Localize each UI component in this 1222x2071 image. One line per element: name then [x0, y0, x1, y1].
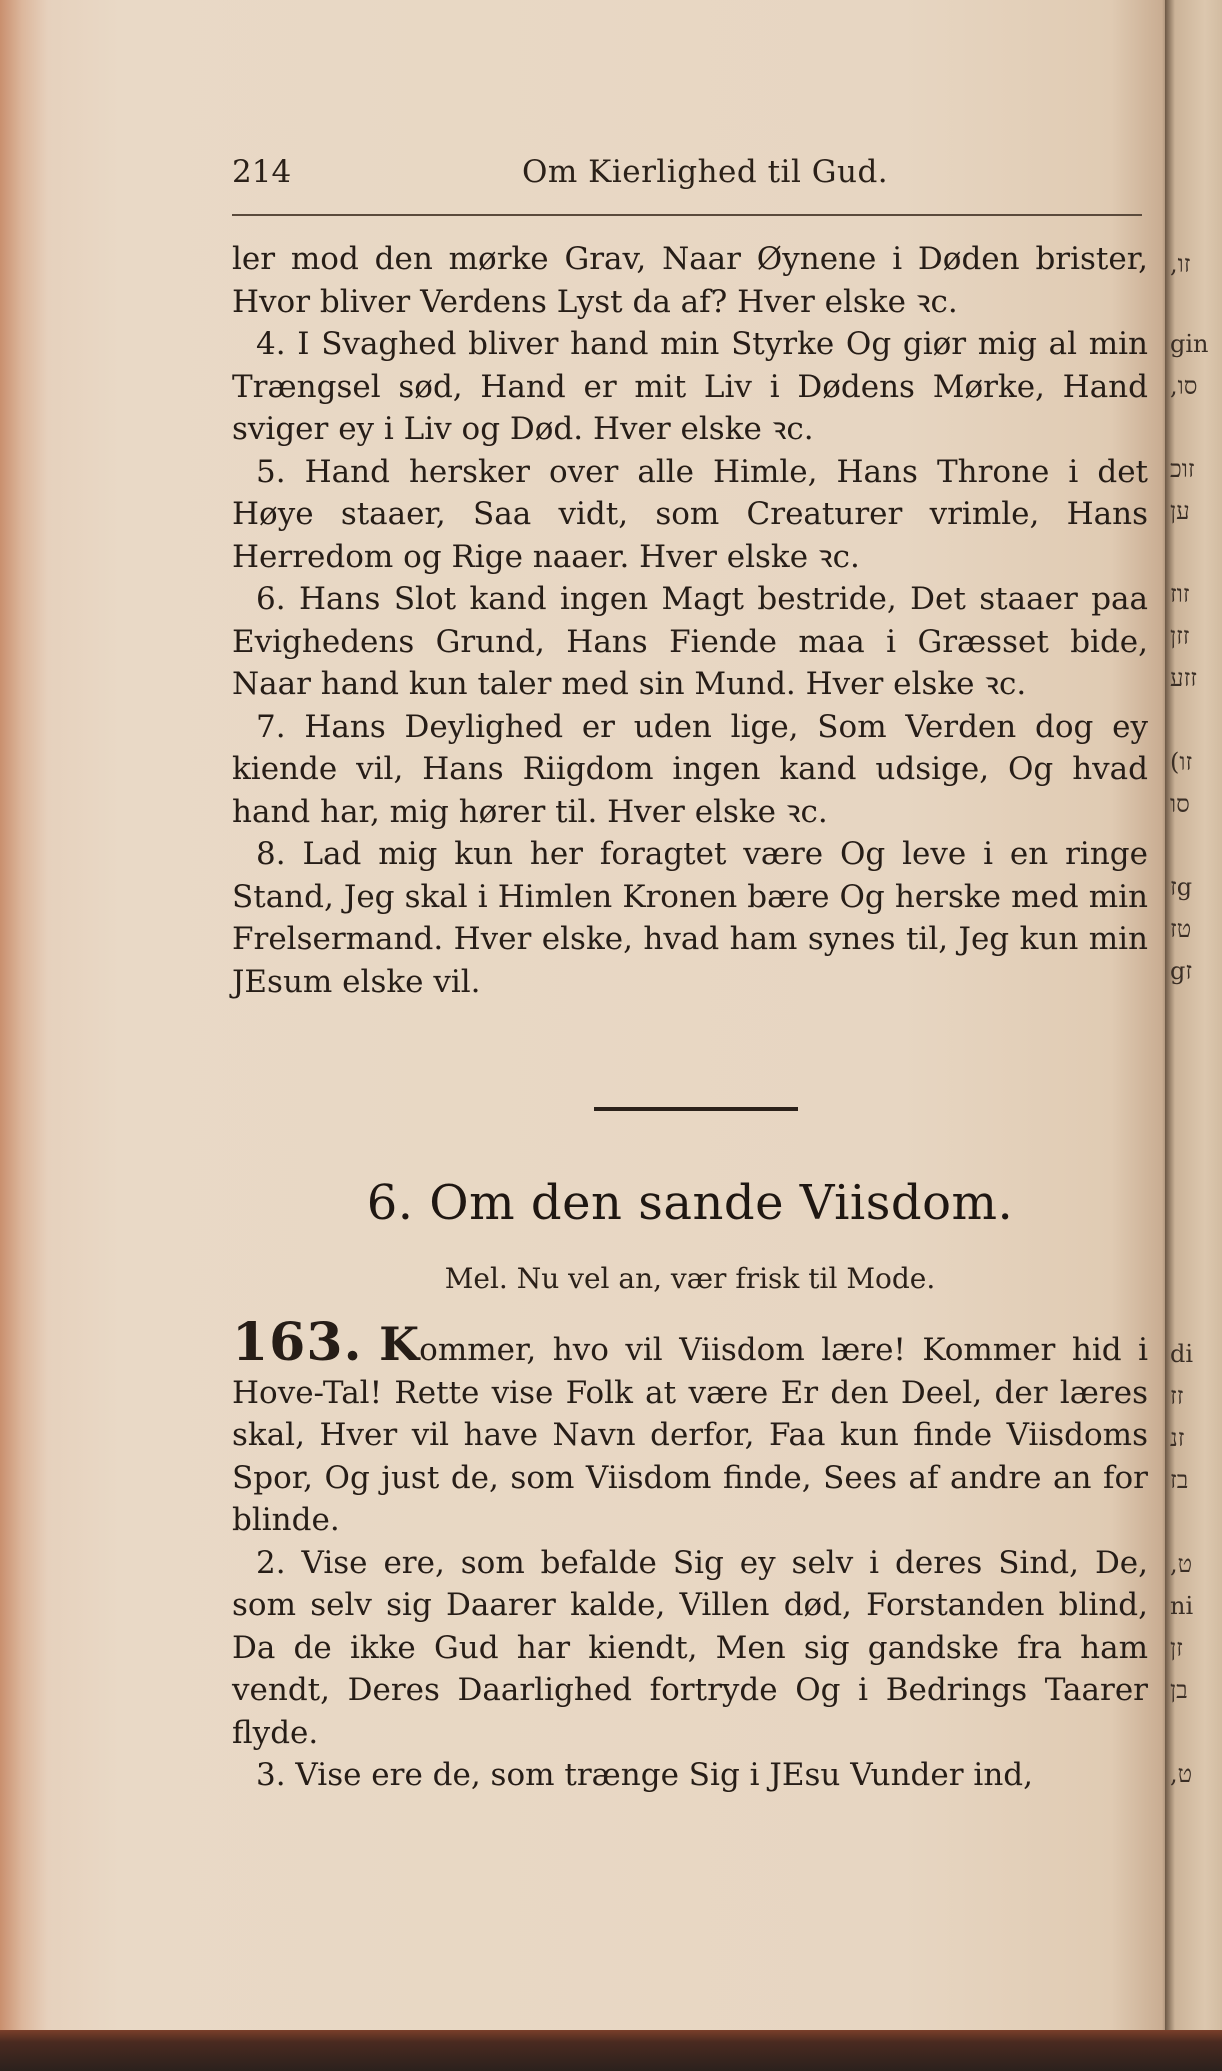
hymn-verse-2: 2. Vise ere, som befalde Sig ey selv i deres Sind, De, som selv sig Daarer kalde, Villen død, Forstanden blind, Da de ikke Gud har kiendt, Men sig gandske fra ham vendt, Deres Daarlighed fortryde Og i Bedrings Taarer flyde. — [232, 1544, 1148, 1751]
verse-continuation: ler mod den mørke Grav, Naar Øynene i Døden brister, Hvor bliver Verdens Lyst da af? Hver elske ꝛc. — [232, 241, 1148, 320]
margin-fragment: ,סו — [1170, 372, 1198, 400]
verse-5: 5. Hand hersker over alle Himle, Hans Throne i det Høye staaer, Saa vidt, som Creaturer vrimle, Hans Herredom og Rige naaer. Hver elske ꝛc. — [232, 453, 1148, 575]
running-header — [232, 148, 1142, 198]
book-edge — [0, 2030, 1222, 2071]
verse-4: 4. I Svaghed bliver hand min Styrke Og giør mig al min Trængsel sød, Hand er mit Liv i Dødens Mørke, Hand sviger ey i Liv og Død. Hver elske ꝛc. — [232, 326, 1148, 447]
margin-fragment: זזן — [1170, 622, 1190, 650]
margin-fragment: gin — [1170, 330, 1209, 358]
drop-initial: K — [379, 1317, 420, 1371]
verse-7: 7. Hans Deylighed er uden lige, Som Verden dog ey kiende vil, Hans Riigdom ingen kand udsige, Og hvad hand har, mig hører til. Hver elske ꝛc. — [232, 708, 1148, 830]
margin-fragment: זg — [1170, 873, 1193, 901]
header-rule — [232, 214, 1142, 216]
section-divider — [594, 1107, 798, 1111]
facing-page-edge — [1165, 0, 1222, 2030]
first-verse-text: ommer, hvo vil Viisdom lære! Kommer hid i Hove-Tal! Rette vise Folk at være Er den Deel, der læres skal, Hver vil have Navn derfor, Faa kun finde Viisdoms Spor, Og just de, som Viisdom finde, Sees af andre an for blinde. — [232, 1332, 1148, 1538]
previous-hymn-text — [232, 238, 1148, 1003]
hymn-verse-3: 3. Vise ere de, som trænge Sig i JEsu Vunder ind, — [256, 1757, 1033, 1793]
verse-8: 8. Lad mig kun her foragtet være Og leve i en ringe Stand, Jeg skal i Himlen Kronen bære Og herske med min Frelsermand. Hver elske, hvad ham synes til, Jeg kun min JEsum elske vil. — [232, 836, 1148, 1000]
margin-fragment: בז — [1170, 1466, 1189, 1494]
margin-fragment: ,ט — [1170, 1550, 1193, 1578]
margin-fragment: ,ט — [1170, 1760, 1193, 1788]
margin-fragment: di — [1170, 1340, 1194, 1368]
margin-fragment: זוז — [1170, 580, 1190, 608]
margin-fragment: טז — [1170, 915, 1192, 943]
section-title: 6. Om den sande Viisdom. — [366, 1175, 1014, 1231]
margin-fragment: זוכ — [1170, 455, 1195, 483]
margin-fragment: ,זו — [1170, 250, 1191, 278]
margin-fragment: ni — [1170, 1592, 1194, 1620]
page-number: 214 — [232, 154, 292, 190]
margin-fragment: זזע — [1170, 664, 1197, 692]
margin-fragment: סו — [1170, 790, 1190, 818]
melody-line: Mel. Nu vel an, vær frisk til Mode. — [444, 1262, 936, 1295]
margin-fragment: gז — [1170, 957, 1193, 985]
margin-fragment: זן — [1170, 1634, 1183, 1662]
margin-fragment: (זו — [1170, 748, 1193, 776]
hymn-first-verse — [232, 1312, 1148, 1542]
verse-6: 6. Hans Slot kand ingen Magt bestride, Det staaer paa Evighedens Grund, Hans Fiende maa i Græsset bide, Naar hand kun taler med sin Mund. Hver elske ꝛc. — [232, 581, 1148, 702]
running-title: Om Kierlighed til Gud. — [522, 154, 889, 190]
margin-fragment: בן — [1170, 1676, 1188, 1704]
hymn-163-text — [232, 1312, 1148, 1797]
margin-fragment: זז — [1170, 1382, 1184, 1410]
margin-fragment: ען — [1170, 497, 1190, 525]
hymn-number: 163. — [232, 1312, 363, 1373]
margin-fragment: זנ — [1170, 1424, 1185, 1452]
